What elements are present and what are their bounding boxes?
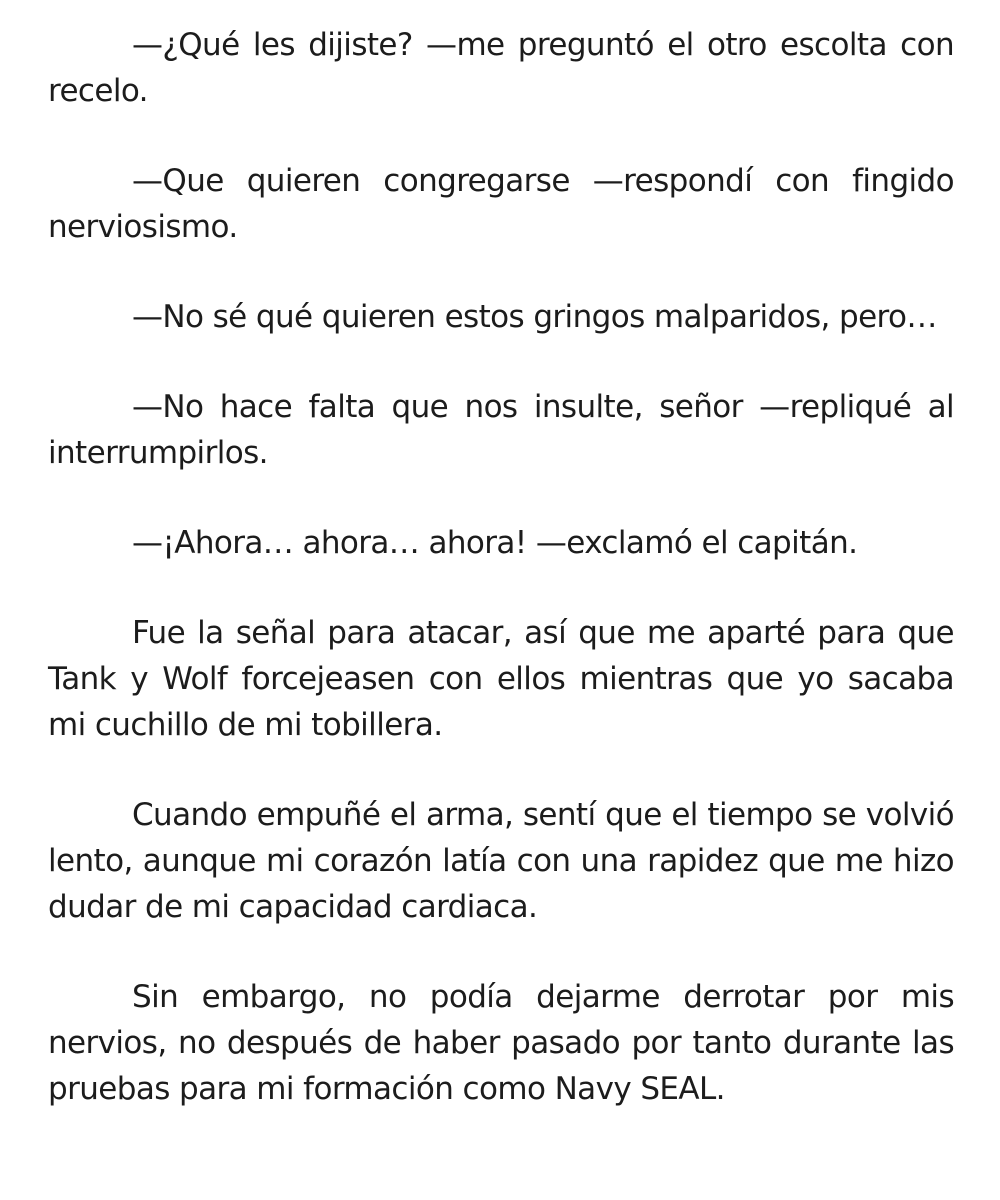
- paragraph-7: Cuando empuñé el arma, sentí que el tiempo se volvió lento, aunque mi corazón latía con una rapidez que me hizo dudar de mi capacidad cardiaca.: [48, 797, 954, 925]
- paragraph-2: —Que quieren congregarse —respondí con fingido nerviosismo.: [48, 163, 954, 245]
- paragraph-5: —¡Ahora… ahora… ahora! —exclamó el capitán.: [132, 525, 858, 561]
- paragraph-1: —¿Qué les dijiste? —me preguntó el otro escolta con recelo.: [48, 27, 954, 109]
- paragraph-4: —No hace falta que nos insulte, señor —repliqué al interrumpirlos.: [48, 389, 954, 471]
- paragraph-3: —No sé qué quieren estos gringos malparidos, pero…: [132, 299, 937, 335]
- paragraph-8: Sin embargo, no podía dejarme derrotar por mis nervios, no después de haber pasado por tanto durante las pruebas para mi formación como Navy SEAL.: [48, 979, 954, 1107]
- book-page: [48, 22, 954, 1112]
- paragraph-6: Fue la señal para atacar, así que me aparté para que Tank y Wolf forcejeasen con ellos mientras que yo sacaba mi cuchillo de mi tobillera.: [48, 615, 954, 743]
